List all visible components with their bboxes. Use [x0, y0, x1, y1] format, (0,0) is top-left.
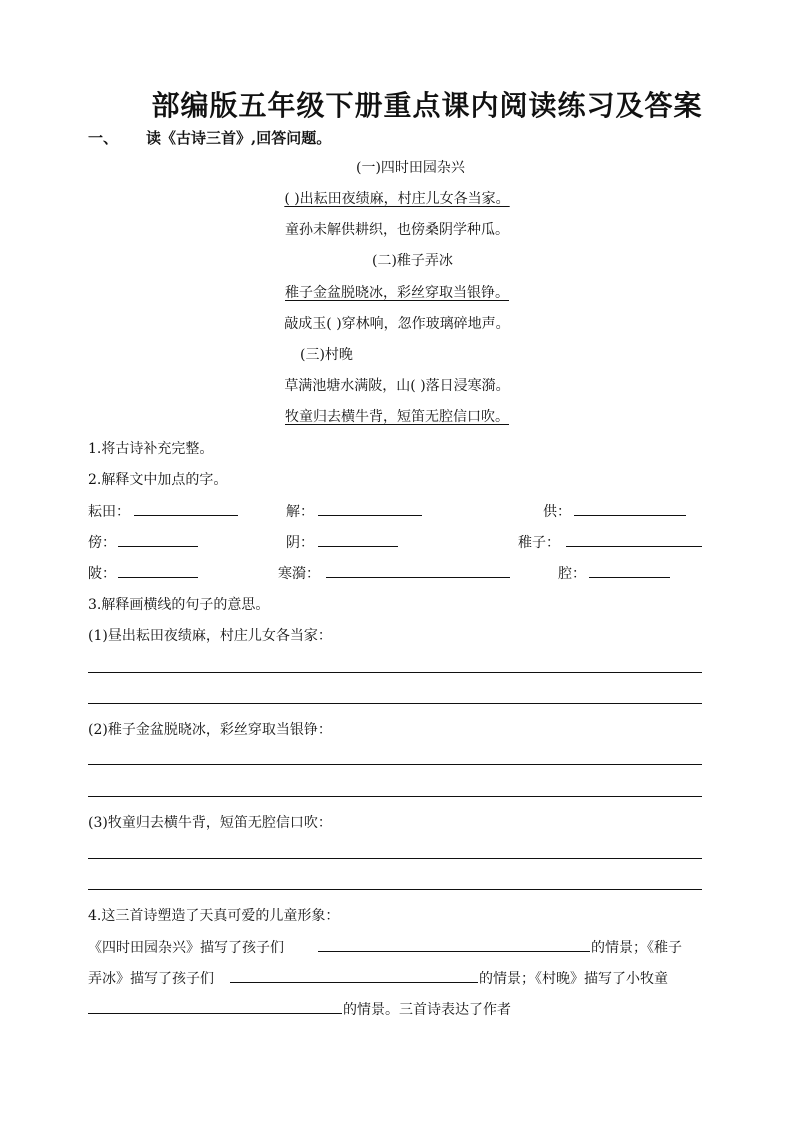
q2-label-gong: 供： — [543, 504, 571, 520]
question-4: 4.这三首诗塑造了天真可爱的儿童形象： — [88, 908, 340, 924]
poem3-line2: 牧童归去横牛背，短笛无腔信口吹。 — [285, 409, 509, 425]
poem2-line2: 敲成玉( )穿林响，忽作玻璃碎地声。 — [284, 316, 510, 332]
q4-blank-3[interactable] — [88, 999, 342, 1014]
q3-sentence-1: (1)昼出耘田夜绩麻，村庄儿女各当家： — [88, 628, 332, 644]
q2-blank-gong[interactable] — [574, 501, 686, 516]
q2-label-yin: 阴： — [286, 535, 314, 551]
q2-label-hanyi: 寒漪： — [278, 566, 320, 582]
poem2-line1: 稚子金盆脱晓冰，彩丝穿取当银铮。 — [285, 285, 509, 301]
poem1-line1: ( )出耘田夜绩麻，村庄儿女各当家。 — [284, 191, 510, 207]
q3-answer-line-1b[interactable] — [88, 703, 702, 704]
poem2-title: (二)稚子弄冰 — [372, 253, 453, 269]
q2-label-zhizi: 稚子： — [518, 535, 560, 551]
q2-blank-qiang[interactable] — [589, 563, 670, 578]
q2-label-bang: 傍： — [88, 535, 116, 551]
poem1-title: (一)四时田园杂兴 — [356, 160, 465, 176]
q4-blank-1[interactable] — [318, 937, 590, 952]
q3-answer-line-3b[interactable] — [88, 889, 702, 890]
section-instruction: 读《古诗三首》,回答问题。 — [146, 129, 332, 147]
q2-blank-yuntian[interactable] — [134, 501, 238, 516]
question-2: 2.解释文中加点的字。 — [88, 472, 228, 488]
q3-sentence-2: (2)稚子金盆脱晓冰，彩丝穿取当银铮： — [88, 722, 332, 738]
q2-label-yuntian: 耘田： — [88, 504, 130, 520]
page-title: 部编版五年级下册重点课内阅读练习及答案 — [151, 89, 703, 122]
q4-line2-end: 的情景；《村晚》描写了小牧童 — [479, 971, 668, 987]
q3-answer-line-3a[interactable] — [88, 858, 702, 859]
q4-line1-end: 的情景；《稚子 — [591, 940, 682, 956]
section-number: 一、 — [88, 129, 119, 147]
q4-line3-end: 的情景。三首诗表达了作者 — [343, 1002, 511, 1018]
poem3-line1: 草满池塘水满陂，山( )落日浸寒漪。 — [284, 378, 510, 394]
q3-answer-line-2b[interactable] — [88, 796, 702, 797]
poem3-title: (三)村晚 — [300, 347, 353, 363]
q2-blank-hanyi[interactable] — [326, 563, 510, 578]
q3-answer-line-2a[interactable] — [88, 764, 702, 765]
question-3: 3.解释画横线的句子的意思。 — [88, 597, 270, 613]
q2-blank-jie[interactable] — [318, 501, 422, 516]
q3-answer-line-1a[interactable] — [88, 672, 702, 673]
q4-line1-start: 《四时田园杂兴》描写了孩子们 — [88, 940, 284, 956]
q2-label-jie: 解： — [286, 504, 314, 520]
q2-label-qiang: 腔： — [558, 566, 586, 582]
q2-blank-bei[interactable] — [118, 563, 198, 578]
q4-blank-2[interactable] — [230, 968, 478, 983]
q2-label-bei: 陂： — [88, 566, 116, 582]
q2-blank-bang[interactable] — [118, 532, 198, 547]
q4-line2-start: 弄冰》描写了孩子们 — [88, 971, 214, 987]
q2-blank-yin[interactable] — [318, 532, 398, 547]
q2-blank-zhizi[interactable] — [566, 532, 702, 547]
q3-sentence-3: (3)牧童归去横牛背，短笛无腔信口吹： — [88, 815, 332, 831]
poem1-line2: 童孙未解供耕织，也傍桑阴学种瓜。 — [285, 222, 509, 238]
question-1: 1.将古诗补充完整。 — [88, 441, 214, 457]
